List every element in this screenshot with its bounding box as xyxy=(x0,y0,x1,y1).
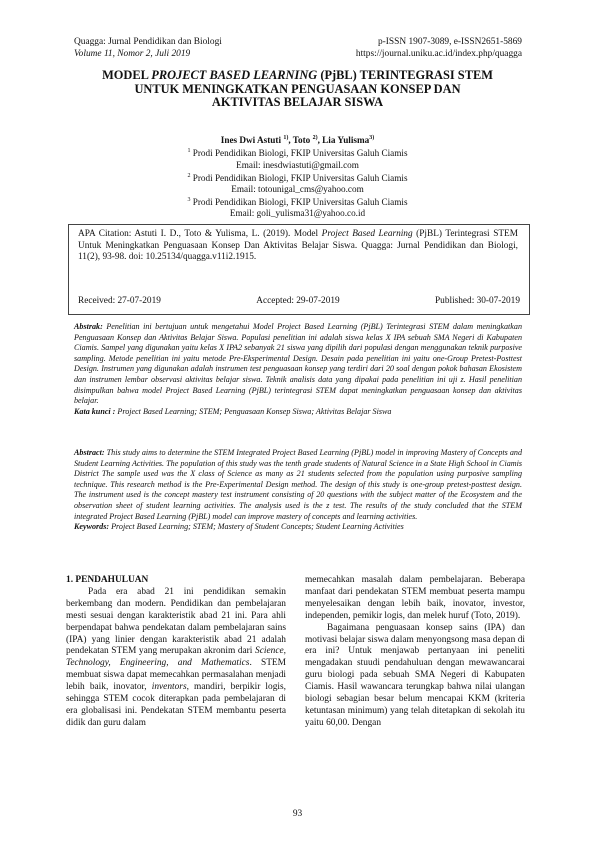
left-paragraph-1: Pada era abad 21 ini pendidikan semakin berkembang dan modern. Pendidikan dan pembelajaran mesti sesuai dengan karakteristik abad 21 ini. Para ahli berpendapat bahwa pendekatan dalam pembelajaran sains (IPA) yang linier dengan karakteristik abad 21 adalah pendekatan STEM yang merupakan akronim dari Science, Technology, Engineering, and Mathematics. STEM membuat siswa dapat memecahkan permasalahan menjadi lebih baik, inovator, inventors, mandiri, berpikir logis, sehingga STEM cocok diterapkan pada pembelajaran di era globalisasi ini. Pendekatan STEM membantu peserta didik dan guru dalam xyxy=(66,586,286,728)
affiliation-3: $^3$ Prodi Pendidikan Biologi, FKIP Universitas Galuh Ciamis xyxy=(187,197,408,208)
published-date: Published: 30-07-2019 xyxy=(435,296,520,306)
left-column xyxy=(66,575,286,730)
journal-url[interactable]: https://journal.uniku.ac.id/index.php/quagga xyxy=(355,48,522,59)
section-heading: 1. PENDAHULUAN xyxy=(66,575,149,585)
volume-info: Volume 11, Nomor 2, Juli 2019 xyxy=(74,48,191,59)
right-column xyxy=(305,575,525,730)
abstrak-section xyxy=(74,322,522,417)
date-row xyxy=(78,296,520,306)
affiliation-2: $^2$ Prodi Pendidikan Biologi, FKIP Universitas Galuh Ciamis xyxy=(187,172,408,183)
affiliation-1: $^1$ Prodi Pendidikan Biologi, FKIP Universitas Galuh Ciamis xyxy=(187,148,408,159)
email-1: Email: inesdwiastuti@gmail.com xyxy=(236,159,359,170)
apa-citation: APA Citation: Astuti I. D., Toto & Yulisma, L. (2019). Model Project Based Learning (PjBL) Terintegrasi STEM Untuk Meningkatkan Penguasaan Konsep Dan Aktivitas Belajar Siswa. Quagga: Jurnal Pendidikan dan Biologi, 11(2), 93-98. doi: 10.25134/quagga.v11i2.1915. xyxy=(78,229,518,263)
author-block xyxy=(40,133,555,220)
paper-title xyxy=(40,69,555,110)
citation-box xyxy=(68,224,530,315)
received-date: Received: 27-07-2019 xyxy=(78,296,161,306)
issn-info: p-ISSN 1907-3089, e-ISSN2651-5869 xyxy=(377,37,522,47)
keywords: Keywords: Project Based Learning; STEM; Mastery of Student Concepts; Student Learning Activities xyxy=(74,522,404,532)
accepted-date: Accepted: 29-07-2019 xyxy=(256,296,340,306)
right-paragraph-2: Bagaimana penguasaan konsep sains (IPA) dan motivasi belajar siswa dalam menyongsong masa depan di era ini? Untuk menjawab pertanyaan ini peneliti mengadakan stuudi pendahuluan dengan mewawancarai guru biologi pada sebuah SMA Negeri di Kabupaten Ciamis. Hasil wawancara terungkap bahwa nilai ulangan biologi sebagian besar belum mencapai KKM (kriteria ketuntasan minimum) yang telah ditetapkan di sekolah itu yaitu 60,00. Dengan xyxy=(305,622,525,728)
kata-kunci: Kata kunci : Project Based Learning; STEM; Penguasaan Konsep Siswa; Aktivitas Belajar Siswa xyxy=(74,406,392,416)
abstract-section xyxy=(74,448,522,533)
right-paragraph-1: memecahkan masalah dalam pembelajaran. Beberapa manfaat dari pendekatan STEM membuat peserta mampu menyelesaikan dengan lebih baik, inovator, investor, independen, pemikir logis, dan melek huruf (Toto, 2019). xyxy=(305,575,525,621)
email-3: Email: goli_yulisma31@yahoo.co.id xyxy=(229,208,366,219)
page-number: 93 xyxy=(292,809,303,819)
running-header-left xyxy=(74,37,222,60)
title-line-3: AKTIVITAS BELAJAR SISWA xyxy=(211,95,384,110)
journal-name: Quagga: Jurnal Pendidikan dan Biologi xyxy=(74,37,222,47)
title-line-1: MODEL PROJECT BASED LEARNING (PjBL) TERINTEGRASI STEM xyxy=(102,68,493,82)
author-names: Ines Dwi Astuti $^{1)}$, Toto $^{2)}$, Lia Yulisma$^{3)}$ xyxy=(220,135,375,146)
title-line-2: UNTUK MENINGKATKAN PENGUASAAN KONSEP DAN xyxy=(134,81,461,96)
running-header-right xyxy=(356,37,522,60)
abstract-body: Abstract: This study aims to determine the STEM Integrated Project Based Learning (PjBL) model in improving Mastery of Concepts and Student Learning Activities. The population of this study was the tenth grade students of Natural Science in a State High School in Ciamis District The sample used was the X class of Science as many as 21 students selected from the population using purposive sampling technique. This research method is the Pre-Experimental Design method. The design of this study is one-group pretest-posttest design. The instrument used is the concept mastery test instrument consisting of 20 questions with the subject matter of the Ecosystem and the observation sheet of student learning activities. The analysis used is the z test. The results of the study concluded that the STEM integrated Project Based Learning (PjBL) model can improve mastery of concepts and learning activities. xyxy=(74,448,522,521)
email-2: Email: totounigal_cms@yahoo.com xyxy=(231,184,364,194)
abstrak-body: Abstrak: Penelitian ini bertujuan untuk mengetahui Model Project Based Learning (PjBL) Terintegrasi STEM dalam meningkatkan Penguasaan Konsep dan Aktivitas Belajar Siswa. Populasi penelitian ini adalah siswa kelas X IPA sebuah SMA Negeri di Kabupaten Ciamis. Sampel yang digunakan yaitu kelas X IPA2 sebanyak 21 siswa yang dipilih dari populasi dengan menggunakan teknik purposive sampling. Metode penelitian ini yaitu metode Pre-Eksperimental Design. Desain pada penelitian ini yaitu one-Group Pretest-Posttest Design. Instrumen yang digunakan adalah instrumen test penguasaan konsep yang terdiri dari 20 soal dengan pokok bahasan Ekosistem dan instrumen lembar observasi aktivitas belajar siswa. Teknik analisis data yang dipakai pada penelitian ini uji z. Hasil penelitian disimpulkan bahwa model Project Based Learning (PjBL) terintegrasi STEM dapat meningkatkan penguasaan konsep dan aktivitas belajar. xyxy=(74,322,522,406)
